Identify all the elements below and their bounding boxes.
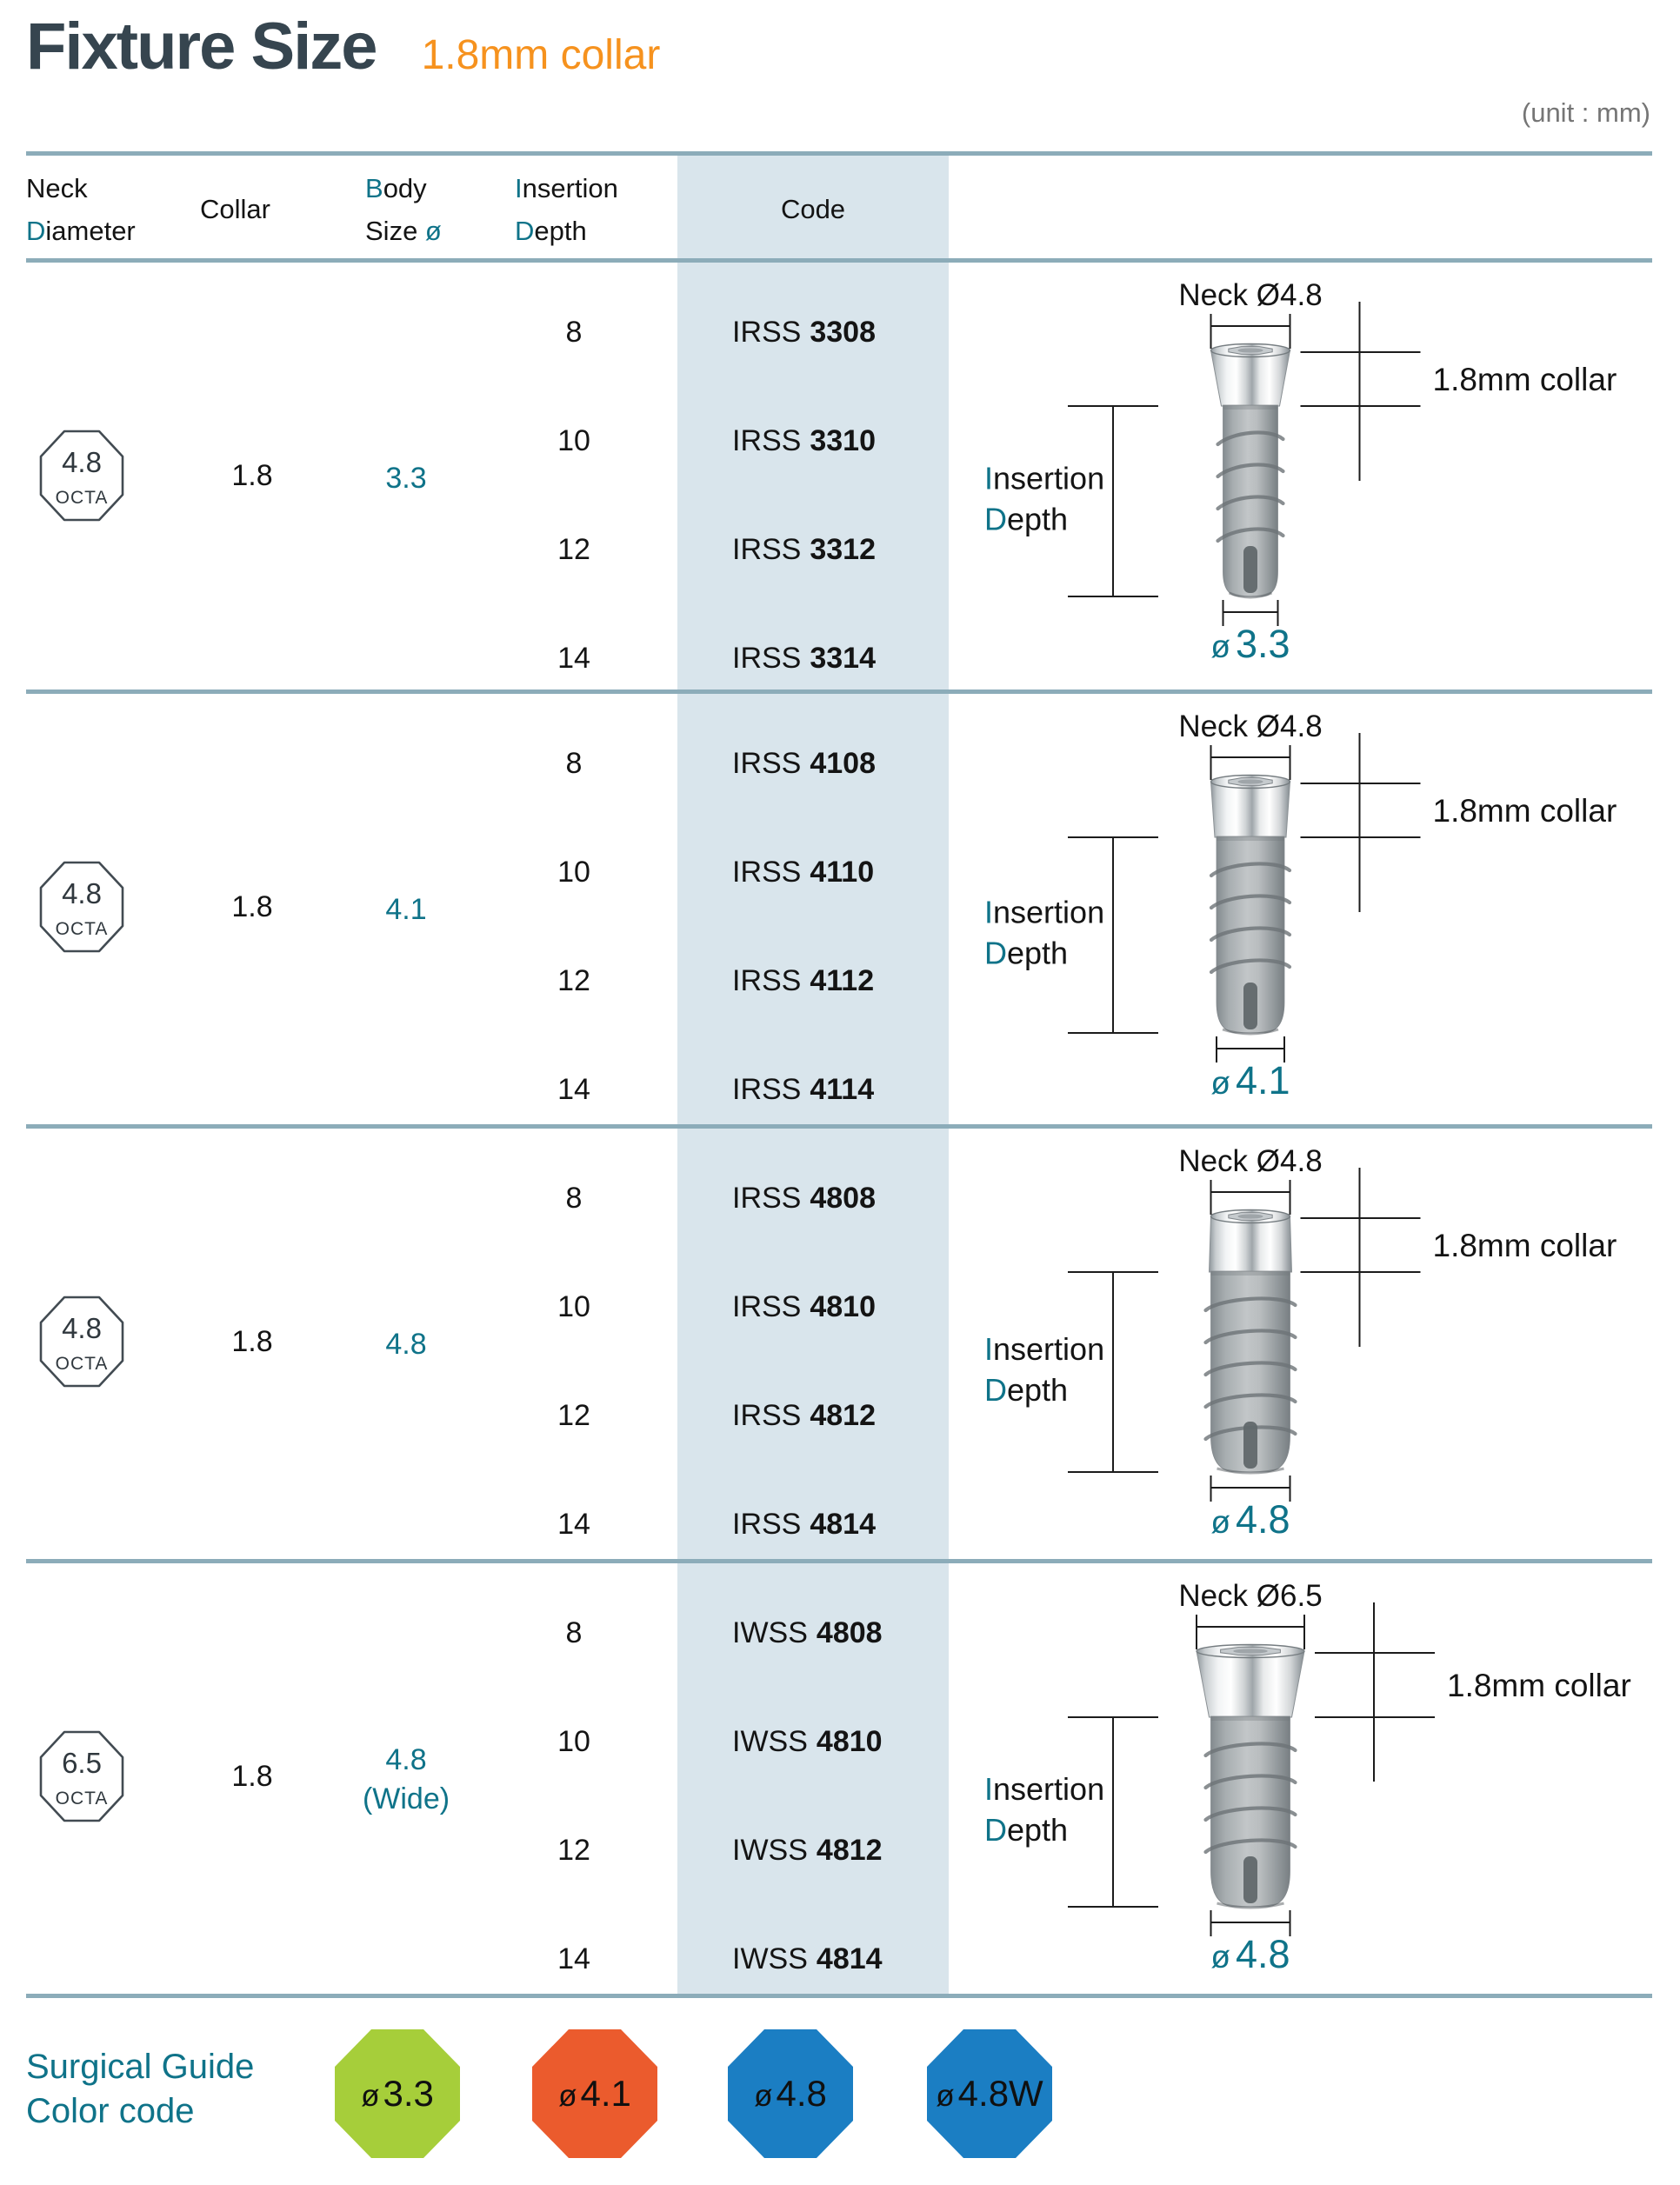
code-number: 3310 (810, 424, 876, 457)
code-number: 4808 (816, 1616, 883, 1649)
insertion-depth-value: 8 (565, 316, 583, 349)
code-value (732, 1182, 876, 1216)
code-prefix: IRSS (732, 747, 802, 780)
code-prefix: IRSS (732, 424, 802, 457)
neck-shape-label: OCTA (55, 488, 109, 508)
code-value (732, 856, 874, 889)
neck-diameter-value: 4.8 (62, 877, 102, 909)
body-size-value: 4.1 (385, 893, 427, 926)
code-value (732, 316, 876, 350)
code-value (732, 1725, 883, 1759)
body-diameter-label: ø 4.1 (1210, 1058, 1290, 1102)
code-value (732, 1399, 876, 1433)
body-diameter-label: ø 4.8 (1210, 1932, 1290, 1976)
code-prefix: IRSS (732, 1508, 802, 1541)
code-prefix: IWSS (732, 1616, 808, 1649)
collar-value: 1.8 (231, 1325, 273, 1358)
insertion-depth-value: 8 (565, 1182, 583, 1215)
code-prefix: IRSS (732, 1290, 802, 1323)
code-number: 4110 (810, 856, 875, 889)
legend-item (727, 2028, 854, 2159)
collar-dimension-label: 1.8mm collar (1432, 1228, 1617, 1263)
text-line: Code (780, 194, 846, 224)
code-value (732, 964, 874, 998)
header-cell-neck-diameter (26, 167, 136, 252)
code-number: 4812 (810, 1399, 876, 1432)
legend-title: Surgical Guide Color code (26, 2048, 255, 2130)
code-number: 4812 (816, 1834, 883, 1867)
code-prefix: IRSS (732, 1399, 802, 1432)
code-value (732, 1834, 883, 1868)
page-subtitle: 1.8mm collar (421, 32, 661, 78)
neck-octagon-badge (38, 1729, 125, 1823)
text-line: Insertion (515, 173, 618, 203)
text-line: Diameter (26, 216, 136, 246)
text-line: Size ø (365, 216, 442, 246)
text-line: Collar (200, 194, 270, 224)
code-number: 4114 (810, 1073, 875, 1106)
table-row (0, 691, 1680, 1126)
legend-label: ø4.8W (936, 2073, 1043, 2114)
code-number: 4814 (816, 1942, 883, 1975)
code-value (732, 533, 876, 567)
collar-dimension-label: 1.8mm collar (1432, 793, 1617, 829)
code-number: 4808 (810, 1182, 876, 1215)
insertion-depth-value: 10 (557, 1290, 590, 1323)
code-value (732, 1942, 883, 1976)
implant-figure (972, 1571, 1677, 1983)
code-number: 3312 (810, 533, 876, 566)
insertion-depth-value: 12 (557, 1399, 590, 1432)
insertion-depth-label: Insertion (984, 1771, 1105, 1807)
insertion-depth-value: 12 (557, 964, 590, 997)
table-row (0, 1561, 1680, 1995)
implant-illustration (1211, 776, 1290, 1035)
code-number: 3308 (810, 316, 876, 349)
code-number: 4810 (810, 1290, 876, 1323)
insertion-depth-value: 10 (557, 424, 590, 457)
legend-item (926, 2028, 1053, 2159)
code-prefix: IRSS (732, 316, 802, 349)
collar-value: 1.8 (231, 459, 273, 492)
neck-shape-label: OCTA (55, 1354, 109, 1374)
body-diameter-label: ø 3.3 (1210, 622, 1290, 666)
code-prefix: IRSS (732, 1073, 802, 1106)
insertion-depth-label: Insertion (984, 460, 1105, 496)
body-size-value: 3.3 (385, 462, 427, 495)
legend-label: ø3.3 (361, 2073, 434, 2114)
legend-label: ø4.1 (558, 2073, 631, 2114)
insertion-depth-label: Depth (984, 1812, 1069, 1848)
page-title: Fixture Size (26, 10, 377, 83)
legend-item (334, 2028, 461, 2159)
code-prefix: IWSS (732, 1942, 808, 1975)
neck-dimension-label: Neck Ø4.8 (1178, 1144, 1323, 1178)
code-number: 4814 (810, 1508, 876, 1541)
code-prefix: IRSS (732, 856, 802, 889)
neck-octagon-badge (38, 1295, 125, 1389)
body-diameter-label: ø 4.8 (1210, 1497, 1290, 1542)
text-line: Neck (26, 173, 88, 203)
implant-figure (972, 702, 1677, 1114)
separator-rule (26, 151, 1652, 156)
insertion-depth-label: Depth (984, 935, 1069, 971)
header-cell-collar (200, 188, 270, 230)
implant-illustration (1206, 1210, 1296, 1474)
code-number: 3314 (810, 642, 876, 675)
neck-dimension-label: Neck Ø6.5 (1178, 1579, 1323, 1613)
code-prefix: IWSS (732, 1725, 808, 1758)
code-value (732, 1290, 876, 1324)
table-row (0, 260, 1680, 695)
body-size-value: 4.8 (Wide) (362, 1743, 450, 1815)
code-prefix: IRSS (732, 642, 802, 675)
legend-label: ø4.8 (754, 2073, 827, 2114)
insertion-depth-label: Depth (984, 1372, 1069, 1408)
code-value (732, 1508, 876, 1542)
insertion-depth-value: 14 (557, 642, 590, 675)
implant-illustration (1211, 344, 1290, 598)
page-header (26, 9, 660, 84)
header-cell-insertion-depth (515, 167, 618, 252)
insertion-depth-label: Insertion (984, 1331, 1105, 1367)
collar-value: 1.8 (231, 1760, 273, 1793)
code-value (732, 747, 876, 781)
neck-diameter-value: 4.8 (62, 1312, 102, 1344)
neck-dimension-label: Neck Ø4.8 (1178, 278, 1323, 312)
insertion-depth-value: 12 (557, 533, 590, 566)
insertion-depth-value: 12 (557, 1834, 590, 1867)
insertion-depth-label: Depth (984, 501, 1069, 537)
implant-illustration (1197, 1645, 1304, 1909)
code-number: 4112 (810, 964, 875, 997)
insertion-depth-label: Insertion (984, 894, 1105, 930)
insertion-depth-value: 10 (557, 856, 590, 889)
body-size-value: 4.8 (385, 1328, 427, 1361)
legend-item (531, 2028, 658, 2159)
code-number: 4108 (810, 747, 876, 780)
neck-shape-label: OCTA (55, 1789, 109, 1809)
code-number: 4810 (816, 1725, 883, 1758)
insertion-depth-value: 14 (557, 1508, 590, 1541)
code-prefix: IWSS (732, 1834, 808, 1867)
insertion-depth-value: 14 (557, 1942, 590, 1975)
neck-octagon-badge (38, 860, 125, 954)
text-line: Depth (515, 216, 587, 246)
unit-note: (unit : mm) (1521, 97, 1650, 128)
neck-octagon-badge (38, 429, 125, 523)
neck-shape-label: OCTA (55, 919, 109, 939)
insertion-depth-value: 10 (557, 1725, 590, 1758)
header-cell-body-size (365, 167, 442, 252)
collar-dimension-label: 1.8mm collar (1432, 362, 1617, 397)
code-prefix: IRSS (732, 964, 802, 997)
table-row (0, 1126, 1680, 1561)
code-value (732, 1073, 874, 1107)
collar-dimension-label: 1.8mm collar (1447, 1668, 1631, 1703)
collar-value: 1.8 (231, 890, 273, 923)
insertion-depth-value: 14 (557, 1073, 590, 1106)
insertion-depth-value: 8 (565, 1616, 583, 1649)
neck-dimension-label: Neck Ø4.8 (1178, 709, 1323, 743)
insertion-depth-value: 8 (565, 747, 583, 780)
header-cell-code (677, 188, 949, 230)
code-value (732, 1616, 883, 1650)
code-value (732, 642, 876, 676)
code-value (732, 424, 876, 458)
implant-figure (972, 270, 1677, 683)
implant-figure (972, 1136, 1677, 1549)
neck-diameter-value: 6.5 (62, 1747, 102, 1779)
code-prefix: IRSS (732, 1182, 802, 1215)
neck-diameter-value: 4.8 (62, 446, 102, 478)
text-line: Body (365, 173, 427, 203)
code-prefix: IRSS (732, 533, 802, 566)
